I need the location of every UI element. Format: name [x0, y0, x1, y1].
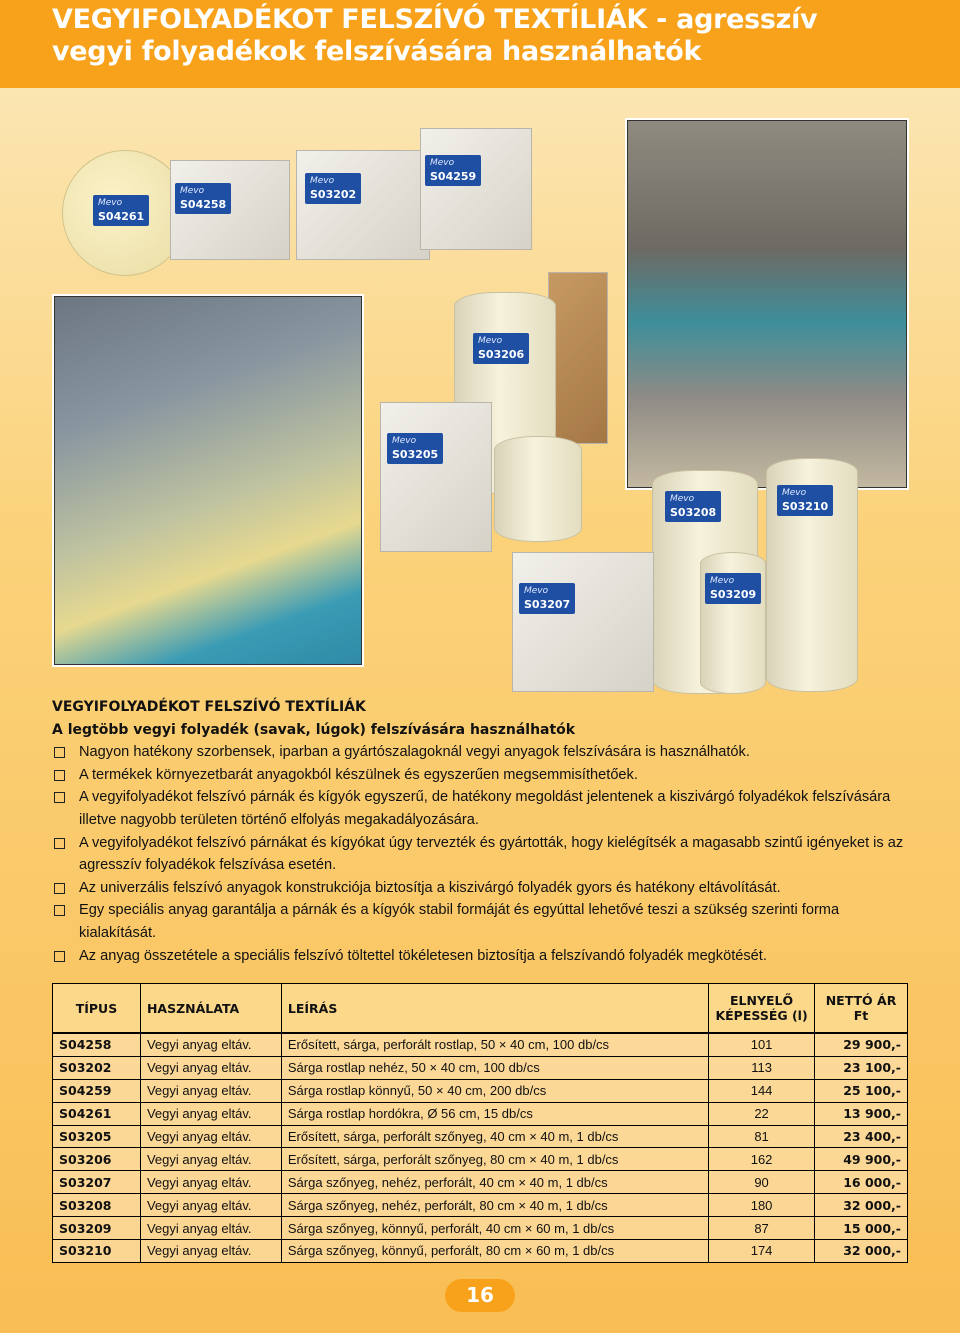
cell-code: S03205 — [53, 1125, 141, 1148]
table-row — [53, 1148, 908, 1171]
list-item-text: A vegyifolyadékot felszívó párnákat és kígyókat úgy tervezték és gyártották, hogy kielégítsék a magasabb szintű igényeket is az agresszív folyadékok felszívása esetén. — [79, 834, 904, 874]
column-header-price-line-1: NETTÓ ÁR — [825, 993, 897, 1008]
product-label: Mevo S03209 — [705, 573, 761, 604]
table-row — [53, 1033, 908, 1056]
cell-code: S03210 — [53, 1240, 141, 1263]
cell-usage: Vegyi anyag eltáv. — [140, 1079, 281, 1102]
list-item-text: Az univerzális felszívó anyagok konstrukciója biztosítja a kiszivárgó folyadék gyors és hatékony eltávolítását. — [79, 879, 781, 896]
product-description — [52, 696, 912, 967]
cell-price: 23 100,- — [815, 1056, 908, 1079]
list-item-text: A vegyifolyadékot felszívó párnák és kígyók egyszerű, de hatékony megoldást jelentenek a kiszivárgó folyadékok felszívására illetve nagyobb területen történő elfolyás megakadályozására. — [79, 789, 891, 828]
cell-capacity: 144 — [709, 1079, 815, 1102]
list-item — [52, 877, 912, 900]
product-box-image — [420, 128, 532, 250]
column-header-price — [815, 984, 908, 1034]
cell-code: S03202 — [53, 1056, 141, 1079]
cell-price: 49 900,- — [815, 1148, 908, 1171]
cell-description: Sárga rostlap könnyű, 50 × 40 cm, 200 db/cs — [281, 1079, 708, 1102]
table-row — [53, 1171, 908, 1194]
cell-description: Sárga szőnyeg, könnyű, perforált, 80 cm × 60 m, 1 db/cs — [281, 1240, 708, 1263]
table-row — [53, 1056, 908, 1079]
checkbox-bullet-icon — [54, 838, 65, 849]
checkbox-bullet-icon — [54, 770, 65, 781]
checkbox-bullet-icon — [54, 905, 65, 916]
cell-usage: Vegyi anyag eltáv. — [140, 1240, 281, 1263]
product-roll-image — [494, 436, 582, 542]
cell-description: Erősített, sárga, perforált szőnyeg, 80 cm × 40 m, 1 db/cs — [281, 1148, 708, 1171]
cell-price: 25 100,- — [815, 1079, 908, 1102]
product-box-image — [512, 552, 654, 692]
cell-description: Sárga szőnyeg, nehéz, perforált, 40 cm × 40 m, 1 db/cs — [281, 1171, 708, 1194]
product-label: Mevo S03207 — [519, 583, 575, 614]
cell-capacity: 113 — [709, 1056, 815, 1079]
cell-usage: Vegyi anyag eltáv. — [140, 1102, 281, 1125]
cell-usage: Vegyi anyag eltáv. — [140, 1194, 281, 1217]
column-header-usage: HASZNÁLATA — [140, 984, 281, 1034]
checkbox-bullet-icon — [54, 747, 65, 758]
column-header-type: TÍPUS — [53, 984, 141, 1034]
product-roll-image — [766, 458, 858, 692]
cell-capacity: 22 — [709, 1102, 815, 1125]
price-table — [52, 983, 908, 1263]
product-label: Mevo S03210 — [777, 485, 833, 516]
page-title — [52, 4, 932, 68]
table-row — [53, 1102, 908, 1125]
cell-code: S03206 — [53, 1148, 141, 1171]
list-item — [52, 741, 912, 764]
cell-price: 23 400,- — [815, 1125, 908, 1148]
list-item-text: A termékek környezetbarát anyagokból készülnek és egyszerűen megsemmisíthetőek. — [79, 766, 638, 783]
feature-list — [52, 741, 912, 967]
cell-usage: Vegyi anyag eltáv. — [140, 1217, 281, 1240]
list-item — [52, 832, 912, 877]
cell-code: S03209 — [53, 1217, 141, 1240]
cell-capacity: 81 — [709, 1125, 815, 1148]
cell-price: 32 000,- — [815, 1194, 908, 1217]
cell-usage: Vegyi anyag eltáv. — [140, 1056, 281, 1079]
cell-capacity: 101 — [709, 1033, 815, 1056]
list-item-text: Egy speciális anyag garantálja a párnák és a kígyók stabil formáját és egyúttal lehetővé teszi a szükség szerinti forma kialakítását. — [79, 902, 840, 941]
photo-spill-cart — [625, 118, 909, 490]
cell-capacity: 87 — [709, 1217, 815, 1240]
product-label: Mevo S03202 — [305, 173, 361, 204]
product-label: Mevo S03205 — [387, 433, 443, 464]
cell-price: 16 000,- — [815, 1171, 908, 1194]
section-heading: VEGYIFOLYADÉKOT FELSZÍVÓ TEXTÍLIÁK — [52, 699, 366, 715]
list-item-text: Nagyon hatékony szorbensek, iparban a gyártószalagoknál vegyi anyagok felszívására is használhatók. — [79, 744, 750, 761]
product-box-image — [548, 272, 608, 444]
page-number: 16 — [445, 1279, 515, 1312]
cell-usage: Vegyi anyag eltáv. — [140, 1148, 281, 1171]
cell-description: Sárga szőnyeg, könnyű, perforált, 40 cm × 60 m, 1 db/cs — [281, 1217, 708, 1240]
cell-capacity: 174 — [709, 1240, 815, 1263]
section-subheading: A legtöbb vegyi folyadék (savak, lúgok) felszívására használhatók — [52, 721, 576, 738]
table-row — [53, 1240, 908, 1263]
cell-description: Erősített, sárga, perforált rostlap, 50 × 40 cm, 100 db/cs — [281, 1033, 708, 1056]
list-item — [52, 764, 912, 787]
cell-capacity: 90 — [709, 1171, 815, 1194]
column-header-description: LEÍRÁS — [281, 984, 708, 1034]
product-label: Mevo S03206 — [473, 333, 529, 364]
cell-usage: Vegyi anyag eltáv. — [140, 1033, 281, 1056]
column-header-price-line-2: Ft — [853, 1008, 869, 1023]
column-header-capacity — [709, 984, 815, 1034]
table-row — [53, 1217, 908, 1240]
cell-usage: Vegyi anyag eltáv. — [140, 1125, 281, 1148]
product-box-image — [170, 160, 290, 260]
checkbox-bullet-icon — [54, 951, 65, 962]
list-item — [52, 899, 912, 944]
column-header-capacity-line-2: KÉPESSÉG (l) — [715, 1008, 808, 1023]
cell-usage: Vegyi anyag eltáv. — [140, 1171, 281, 1194]
product-roll-image — [700, 552, 766, 694]
cell-description: Sárga szőnyeg, nehéz, perforált, 80 cm × 40 m, 1 db/cs — [281, 1194, 708, 1217]
cell-price: 13 900,- — [815, 1102, 908, 1125]
product-label: Mevo S04258 — [175, 183, 231, 214]
checkbox-bullet-icon — [54, 792, 65, 803]
table-header-row — [53, 984, 908, 1034]
checkbox-bullet-icon — [54, 883, 65, 894]
product-box-image — [296, 150, 430, 260]
cell-code: S04259 — [53, 1079, 141, 1102]
cell-price: 32 000,- — [815, 1240, 908, 1263]
page-header — [0, 0, 960, 88]
page-title-line-1: VEGYIFOLYADÉKOT FELSZÍVÓ TEXTÍLIÁK - agresszív — [52, 4, 818, 35]
product-label: Mevo S04259 — [425, 155, 481, 186]
product-label: Mevo S04261 — [93, 195, 149, 226]
table-row — [53, 1125, 908, 1148]
list-item-text: Az anyag összetétele a speciális felszívó töltettel tökéletesen biztosítja a felszívandó folyadék megkötését. — [79, 947, 767, 964]
cell-description: Erősített, sárga, perforált szőnyeg, 40 cm × 40 m, 1 db/cs — [281, 1125, 708, 1148]
cell-code: S03208 — [53, 1194, 141, 1217]
product-label: Mevo S03208 — [665, 491, 721, 522]
cell-description: Sárga rostlap nehéz, 50 × 40 cm, 100 db/cs — [281, 1056, 708, 1079]
cell-capacity: 162 — [709, 1148, 815, 1171]
product-box-image — [380, 402, 492, 552]
table-row — [53, 1079, 908, 1102]
list-item — [52, 786, 912, 831]
photo-factory-floor — [52, 294, 364, 667]
cell-price: 29 900,- — [815, 1033, 908, 1056]
cell-description: Sárga rostlap hordókra, Ø 56 cm, 15 db/cs — [281, 1102, 708, 1125]
column-header-capacity-line-1: ELNYELŐ — [729, 993, 794, 1008]
cell-code: S03207 — [53, 1171, 141, 1194]
list-item — [52, 945, 912, 968]
cell-capacity: 180 — [709, 1194, 815, 1217]
page-title-line-2: vegyi folyadékok felszívására használhatók — [52, 36, 702, 67]
table-row — [53, 1194, 908, 1217]
cell-price: 15 000,- — [815, 1217, 908, 1240]
cell-code: S04258 — [53, 1033, 141, 1056]
cell-code: S04261 — [53, 1102, 141, 1125]
